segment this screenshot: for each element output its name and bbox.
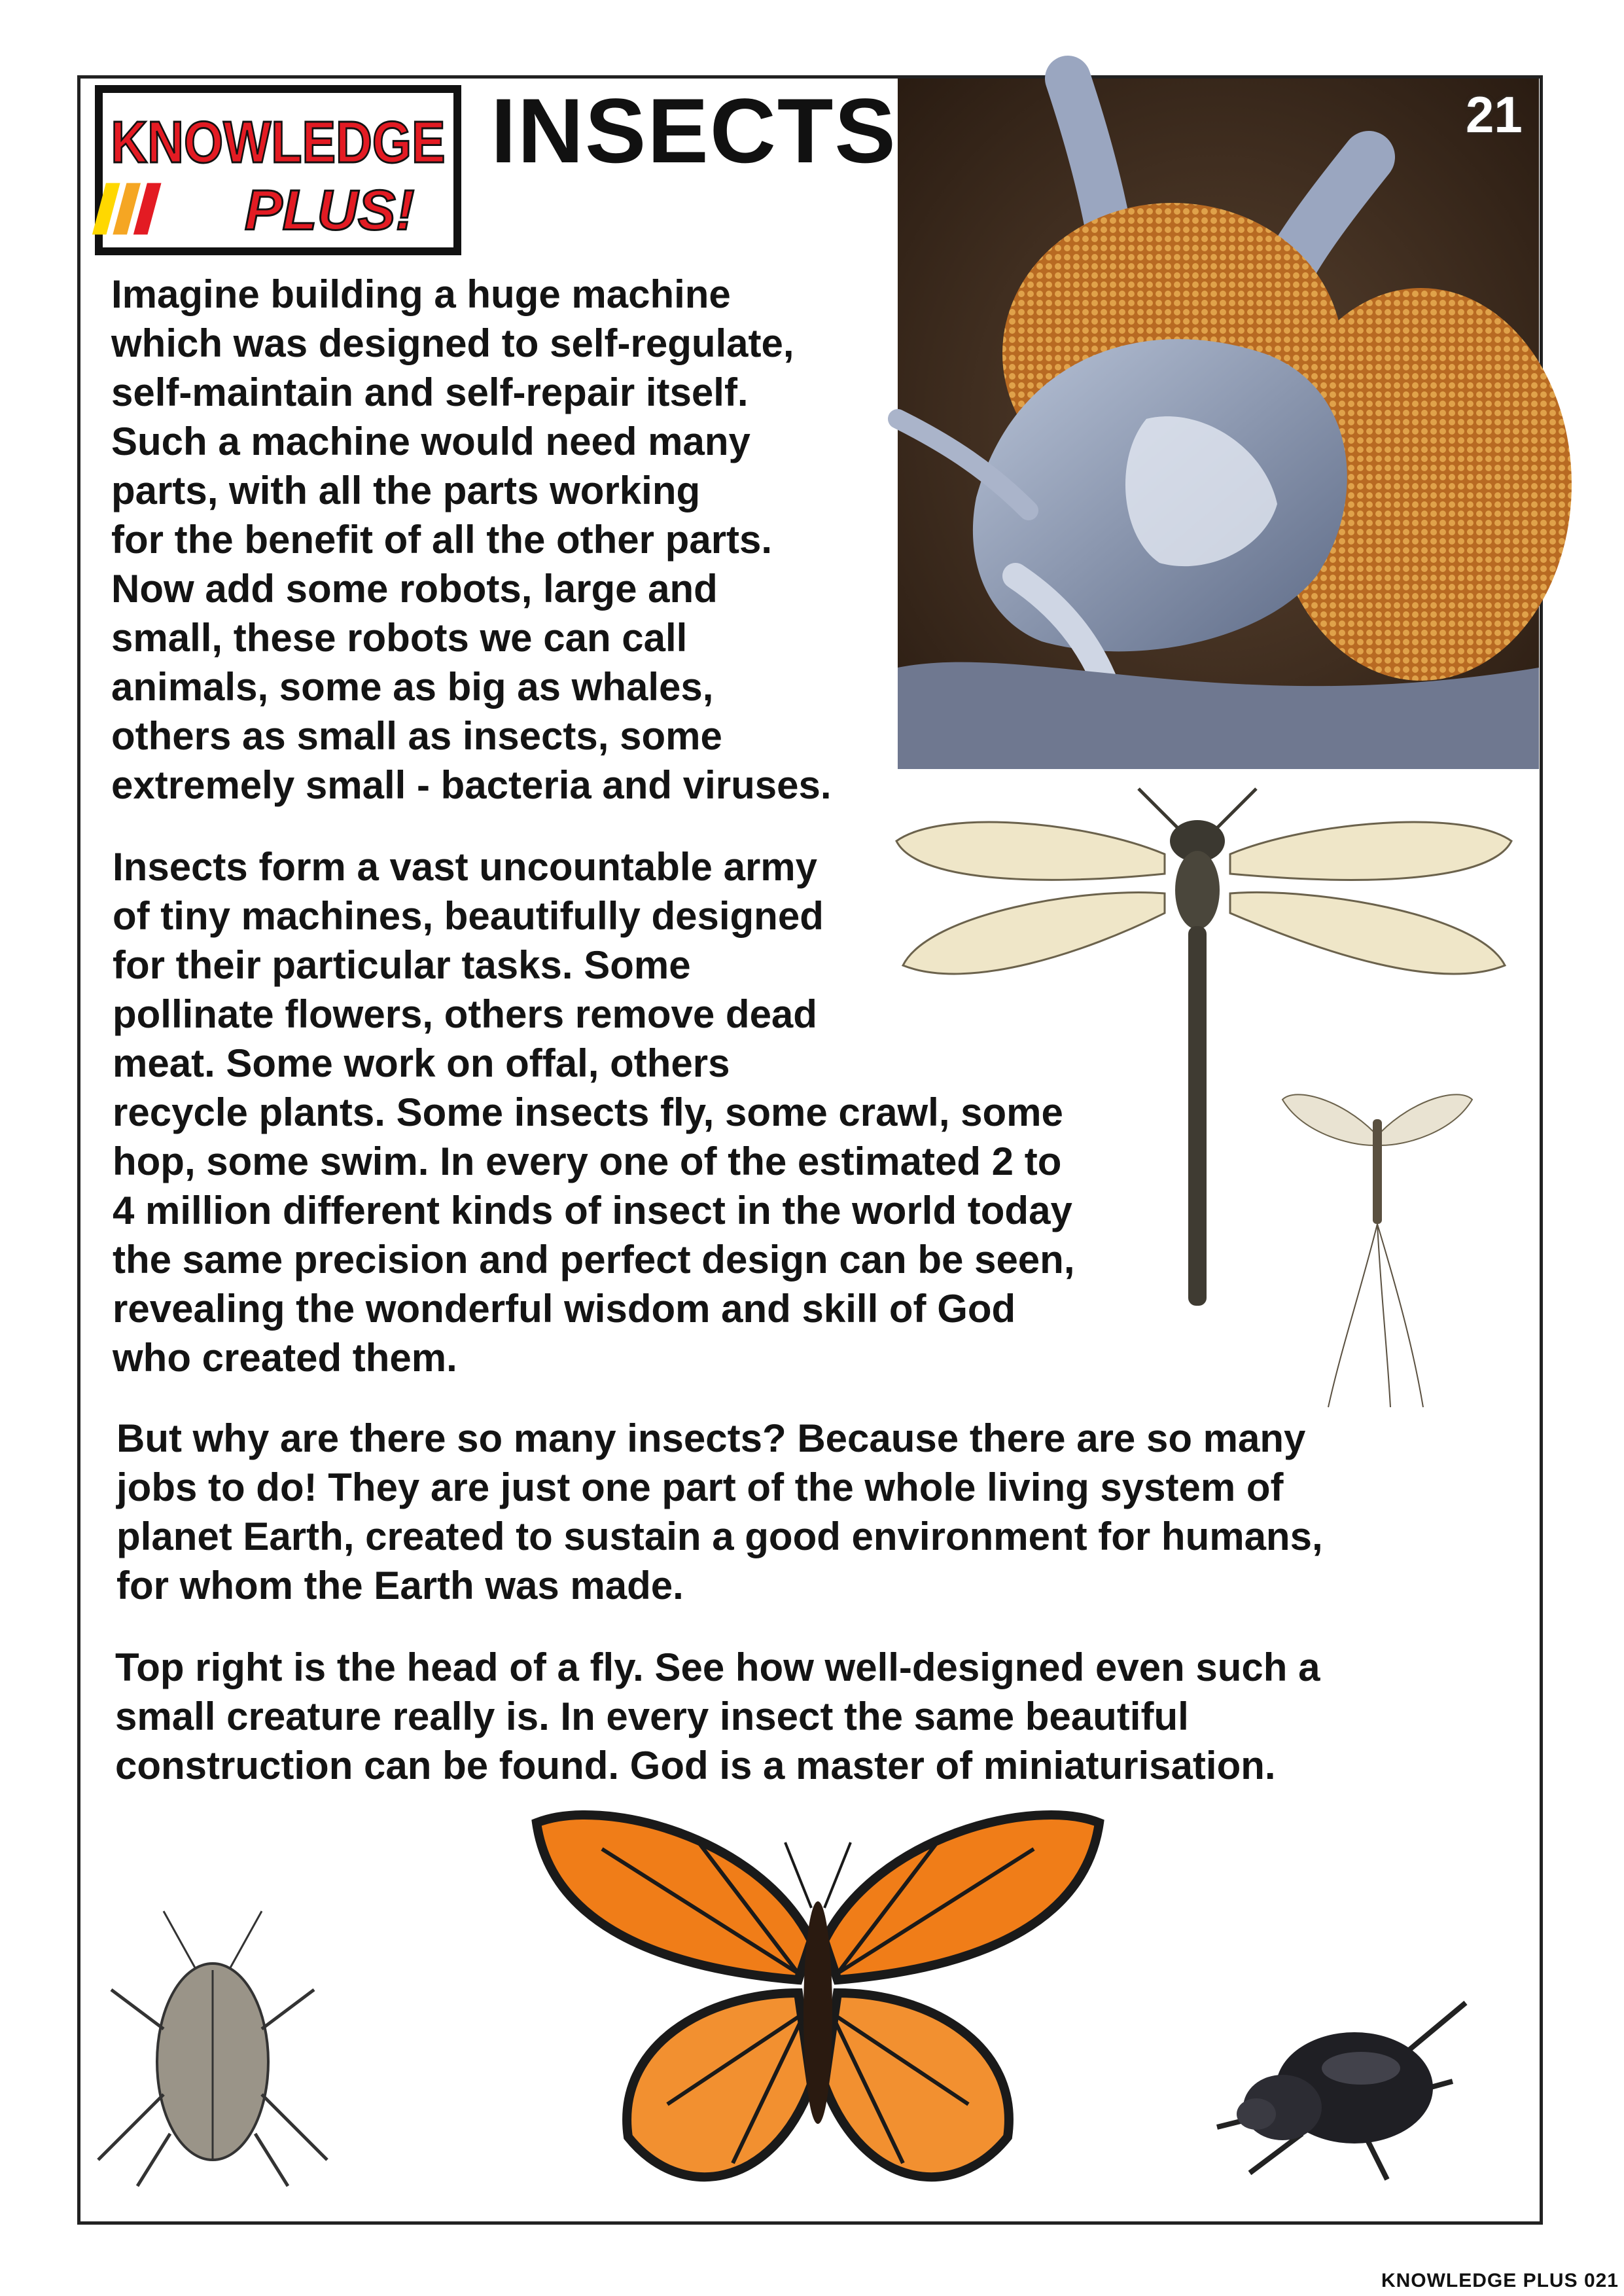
fly-head-photo bbox=[898, 79, 1539, 769]
cricket-illustration bbox=[98, 1911, 327, 2186]
paragraph-intro: Imagine building a huge machine which was designed to self-regulate, self-maintain and self-repair itself. Such a machine would need many parts, with all the parts working for the benefit of all the other parts. Now add some robots, large and small, these robots we can call animals, some as big as whales, others as small as insects, some extremely small - bacteria and viruses. bbox=[111, 272, 832, 807]
monarch-butterfly-illustration bbox=[523, 1797, 1112, 2209]
footer-label: KNOWLEDGE PLUS 021 bbox=[1381, 2270, 1619, 2291]
beetle-illustration bbox=[1191, 1977, 1472, 2186]
paragraph-fly-head: Top right is the head of a fly. See how well-designed even such a small creature really is. In every insect the same beautiful construction can be found. God is a master of miniaturisation. bbox=[115, 1645, 1320, 1787]
logo-line1: KNOWLEDGE bbox=[111, 109, 446, 176]
knowledge-plus-logo bbox=[95, 85, 461, 255]
paragraph-why-so-many: But why are there so many insects? Because there are so many jobs to do! They are just one part of the whole living system of planet Earth, created to sustain a good environment for humans, for whom the Earth was made. bbox=[116, 1416, 1323, 1607]
page-title: INSECTS bbox=[491, 79, 897, 182]
paragraph-insect-army: Insects form a vast uncountable army of tiny machines, beautifully designed for their particular tasks. Some pollinate flowers, others remove dead meat. Some work on offal, others recycle plants. Some insects fly, some crawl, some hop, some swim. In every one of the estimated 2 to 4 million different kinds of insect in the world today the same precision and perfect design can be seen, revealing the wonderful wisdom and skill of God who created them. bbox=[113, 845, 1075, 1380]
page-number: 21 bbox=[1466, 86, 1523, 143]
mayfly-illustration bbox=[1282, 1073, 1472, 1407]
logo-line2: PLUS! bbox=[244, 179, 415, 242]
logo-graphic bbox=[103, 93, 453, 247]
